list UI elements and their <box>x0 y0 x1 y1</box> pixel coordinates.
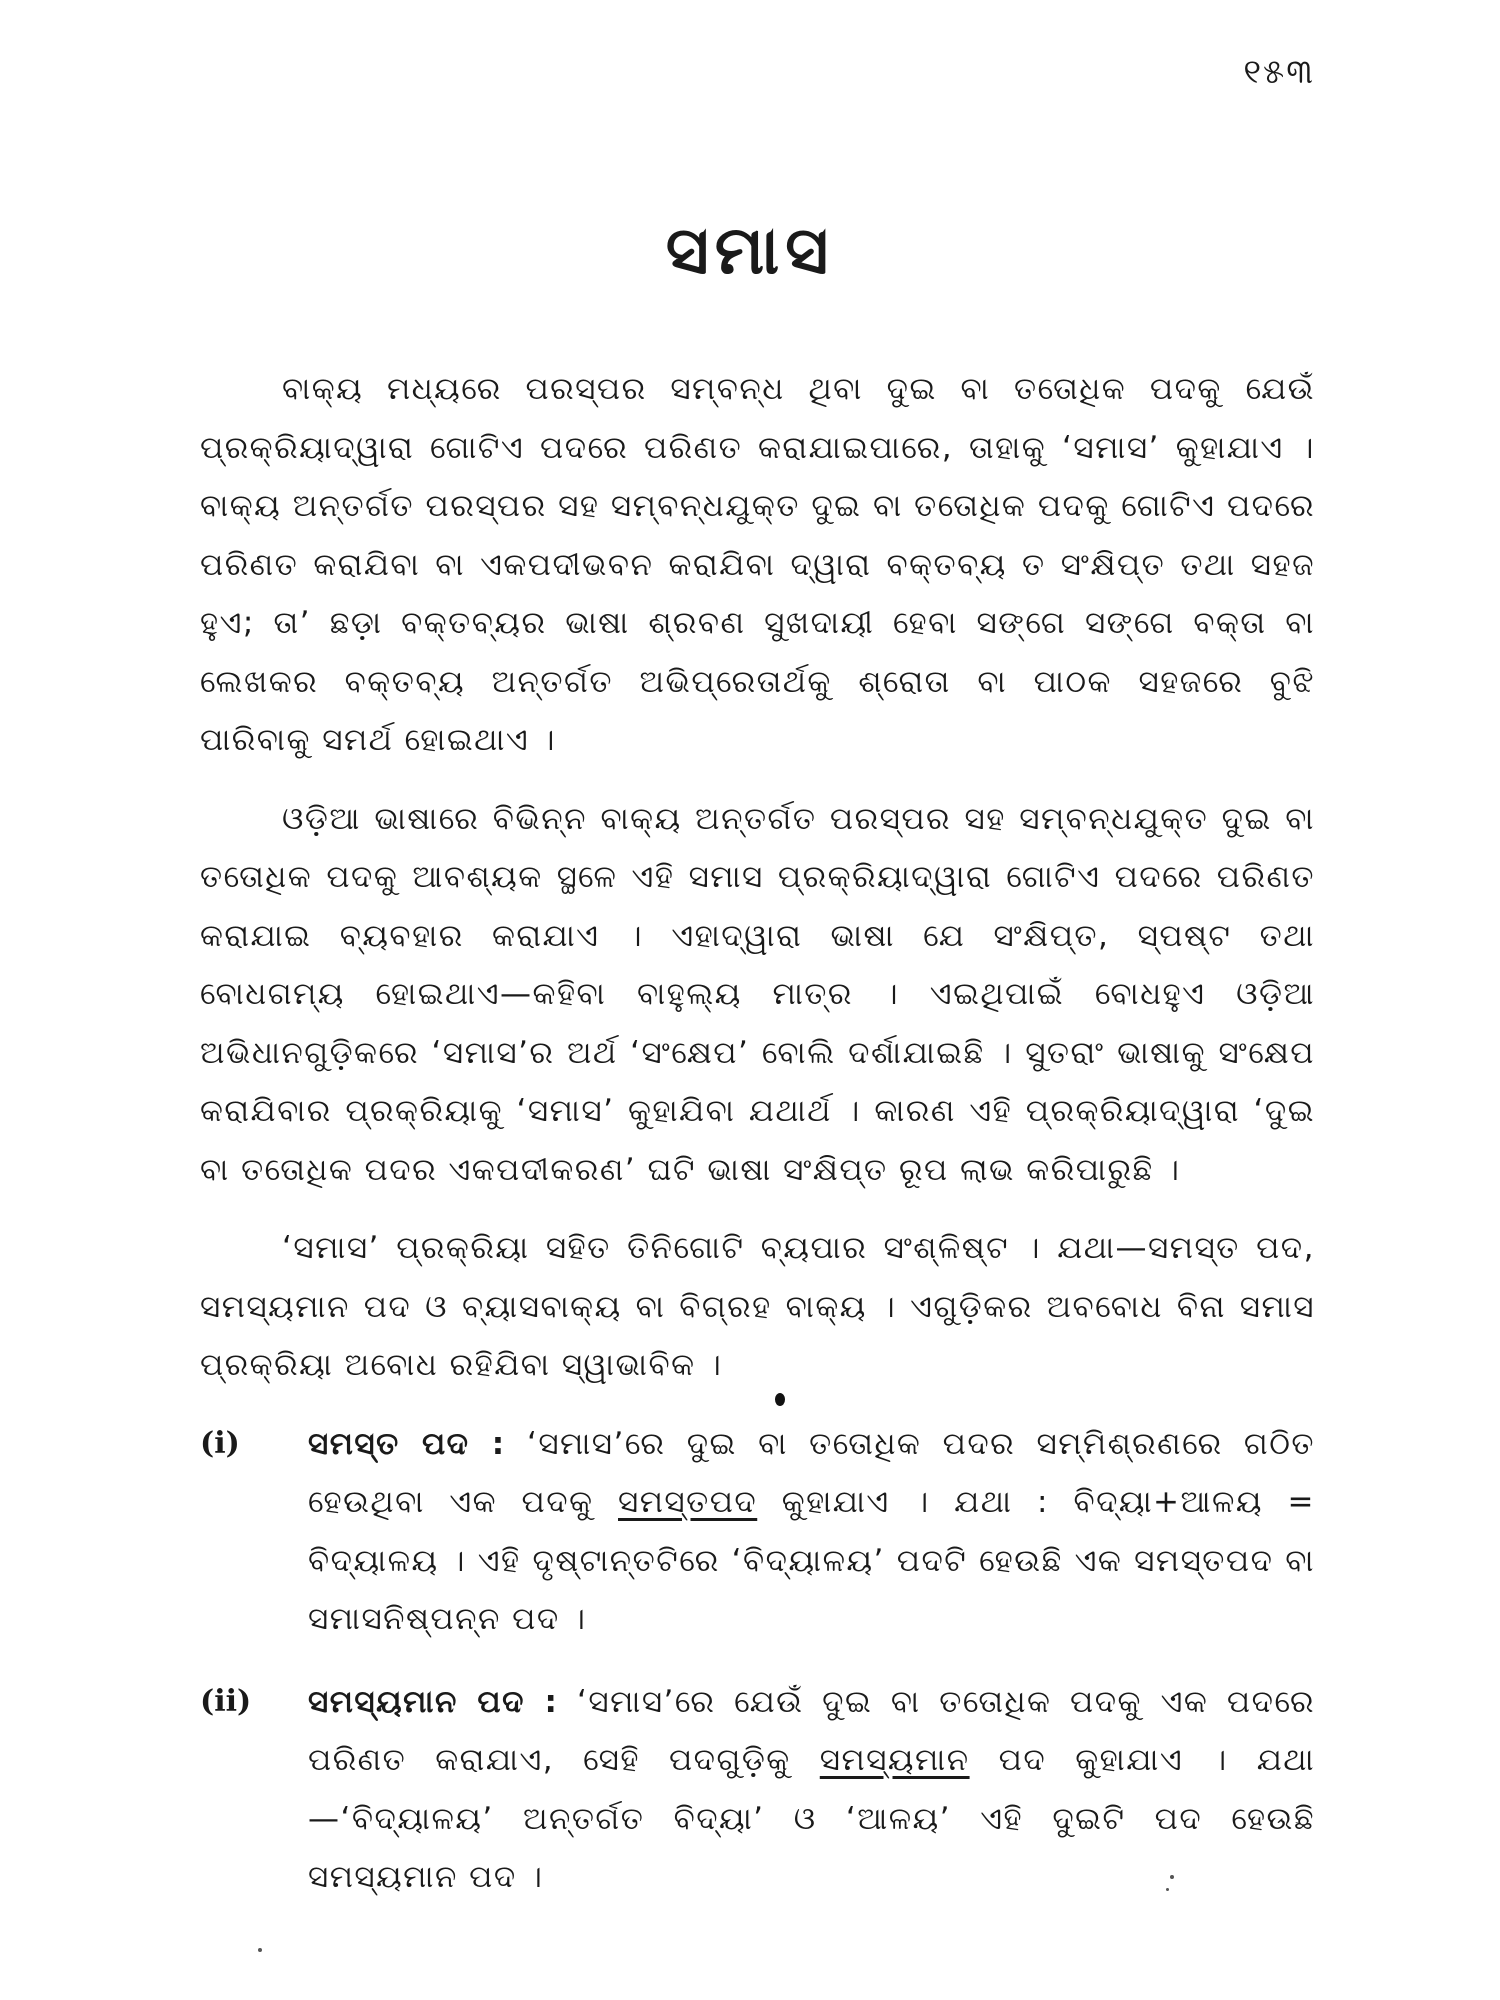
page-title: ସମାସ <box>665 212 835 289</box>
definition-term: ସମସ୍ତ ପଦ : <box>308 1425 506 1462</box>
definition-number: (i) <box>200 1425 240 1461</box>
definition-text <box>308 1673 1315 1907</box>
definition-number: (ii) <box>200 1683 252 1719</box>
paragraph-odia-usage: ଓଡ଼ିଆ ଭାଷାରେ ବିଭିନ୍ନ ବାକ୍ୟ ଅନ୍ତର୍ଗତ ପରସ୍ପର ସହ ସମ୍ବନ୍ଧଯୁକ୍ତ ଦୁଇ ବା ତତୋଧିକ ପଦକୁ ଆବଶ୍ୟକ ସ୍ଥଳେ ଏହି ସମାସ ପ୍ରକ୍ରିୟାଦ୍ୱାରା ଗୋଟିଏ ପଦରେ ପରିଣତ କରାଯାଇ ବ୍ୟବହାର କରାଯାଏ । ଏହାଦ୍ୱାରା ଭାଷା ଯେ ସଂକ୍ଷିପ୍ତ, ସ୍ପଷ୍ଟ ତଥା ବୋଧଗମ୍ୟ ହୋଇଥାଏ—କହିବା ବାହୁଲ୍ୟ ମାତ୍ର । ଏଇଥିପାଇଁ ବୋଧହୁଏ ଓଡ଼ିଆ ଅଭିଧାନଗୁଡ଼ିକରେ ‘ସମାସ’ର ଅର୍ଥ ‘ସଂକ୍ଷେପ’ ବୋଲି ଦର୍ଶାଯାଇଛି । ସୁତରାଂ ଭାଷାକୁ ସଂକ୍ଷେପ କରାଯିବାର ପ୍ରକ୍ରିୟାକୁ ‘ସମାସ’ କୁହାଯିବା ଯଥାର୍ଥ । କାରଣ ଏହି ପ୍ରକ୍ରିୟାଦ୍ୱାରା ‘ଦୁଇ ବା ତତୋଧିକ ପଦର ଏକପଦୀକରଣ’ ଘଟି ଭାଷା ସଂକ୍ଷିପ୍ତ ରୂପ ଲାଭ କରିପାରୁଛି । <box>200 800 1315 1188</box>
page-body <box>200 360 1315 1931</box>
underlined-term: ସମସ୍ୟମାନ <box>819 1742 970 1778</box>
paragraph-intro: ବାକ୍ୟ ମଧ୍ୟରେ ପରସ୍ପର ସମ୍ବନ୍ଧ ଥିବା ଦୁଇ ବା ତତୋଧିକ ପଦକୁ ଯେଉଁ ପ୍ରକ୍ରିୟାଦ୍ୱାରା ଗୋଟିଏ ପଦରେ ପରିଣତ କରାଯାଇପାରେ, ତାହାକୁ ‘ସମାସ’ କୁହାଯାଏ । ବାକ୍ୟ ଅନ୍ତର୍ଗତ ପରସ୍ପର ସହ ସମ୍ବନ୍ଧଯୁକ୍ତ ଦୁଇ ବା ତତୋଧିକ ପଦକୁ ଗୋଟିଏ ପଦରେ ପରିଣତ କରାଯିବା ବା ଏକପଦୀଭବନ କରାଯିବା ଦ୍ୱାରା ବକ୍ତବ୍ୟ ତ ସଂକ୍ଷିପ୍ତ ତଥା ସହଜ ହୁଏ; ତା’ ଛଡ଼ା ବକ୍ତବ୍ୟର ଭାଷା ଶ୍ରବଣ ସୁଖଦାୟୀ ହେବା ସଙ୍ଗେ ସଙ୍ଗେ ବକ୍ତା ବା ଲେଖକର ବକ୍ତବ୍ୟ ଅନ୍ତର୍ଗତ ଅଭିପ୍ରେତାର୍ଥକୁ ଶ୍ରୋତା ବା ପାଠକ ସହଜରେ ବୁଝି ପାରିବାକୁ ସମର୍ଥ ହୋଇଥାଏ । <box>200 371 1315 758</box>
underlined-term: ସମସ୍ତପଦ <box>618 1484 758 1520</box>
ink-speck <box>258 1948 262 1952</box>
definition-samasyamana-pada <box>200 1673 1315 1907</box>
definition-term: ସମସ୍ୟମାନ ପଦ : <box>308 1683 559 1720</box>
definition-text-part: ପଦ କୁହାଯାଏ । ଯଥା—‘ବିଦ୍ୟାଳୟ’ ଅନ୍ତର୍ଗତ ବିଦ୍ୟା’ ଓ ‘ଆଳୟ’ ଏହି ଦୁଇଟି ପଦ ହେଉଛି ସମସ୍ୟମାନ ପଦ । <box>308 1742 1316 1895</box>
definition-text-part: ‘ସମାସ’ରେ ଦୁଇ ବା ତତୋଧିକ ପଦର ସମ୍ମିଶ୍ରଣରେ ଗଠିତ ହେଉଥିବା ଏକ ପଦକୁ <box>308 1425 1316 1520</box>
definition-text-part: ‘ସମାସ’ରେ ଯେଉଁ ଦୁଇ ବା ତତୋଧିକ ପଦକୁ ଏକ ପଦରେ ପରିଣତ କରାଯାଏ, ସେହି ପଦଗୁଡ଼ିକୁ <box>308 1683 1315 1778</box>
ink-speck <box>1166 1888 1169 1891</box>
ink-speck <box>1170 1875 1174 1879</box>
page-number: ୧୫୩ <box>1243 52 1315 92</box>
paragraph-three-elements: ‘ସମାସ’ ପ୍ରକ୍ରିୟା ସହିତ ତିନିଗୋଟି ବ୍ୟପାର ସଂଶ୍ଳିଷ୍ଟ । ଯଥା—ସମସ୍ତ ପଦ, ସମସ୍ୟମାନ ପଦ ଓ ବ୍ୟାସବାକ୍ୟ ବା ବିଗ୍ରହ ବାକ୍ୟ । ଏଗୁଡ଼ିକର ଅବବୋଧ ବିନା ସମାସ ପ୍ରକ୍ରିୟା ଅବୋଧ ରହିଯିବା ସ୍ୱାଭାବିକ । <box>200 1230 1315 1383</box>
definition-text-part: କୁହାଯାଏ । ଯଥା : ବିଦ୍ୟା+ଆଳୟ = ବିଦ୍ୟାଳୟ । ଏହି ଦୃଷ୍ଟାନ୍ତଟିରେ ‘ବିଦ୍ୟାଳୟ’ ପଦଟି ହେଉଛି ଏକ ସମସ୍ତପଦ ବା ସମାସନିଷ୍ପନ୍ନ ପଦ । <box>308 1484 1315 1637</box>
definition-text <box>308 1415 1315 1649</box>
definition-samasta-pada <box>200 1415 1315 1649</box>
ink-dot <box>775 1393 785 1406</box>
